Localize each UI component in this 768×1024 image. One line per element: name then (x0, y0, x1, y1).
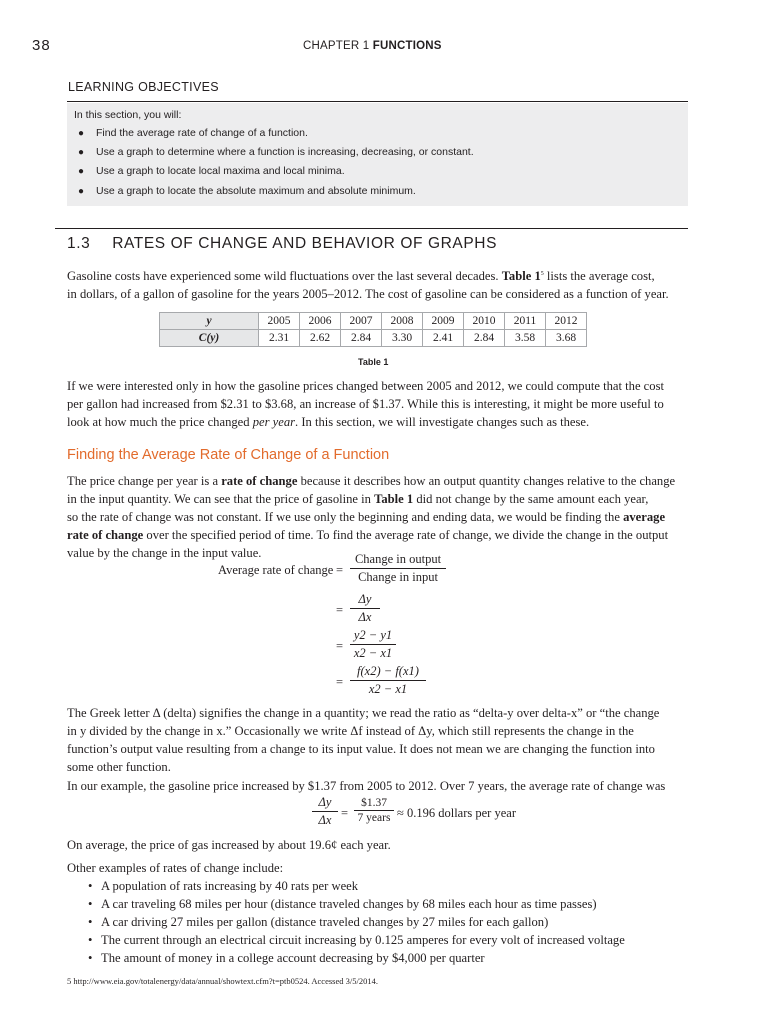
bullet-icon: ● (78, 166, 85, 177)
body-paragraph: In our example, the gasoline price increased by $1.37 from 2005 to 2012. Over 7 years, the average rate of change was (67, 779, 666, 793)
table-ref-link[interactable]: Table 1 (501, 269, 541, 284)
formula-fraction: $\frac{\Delta y}{\Delta x}$ (350, 592, 380, 625)
equals-sign: = (336, 563, 344, 577)
bullet-icon: • (88, 879, 93, 893)
objective-item: ● Use a graph to determine where a function is increasing, decreasing, or constant. (78, 146, 474, 158)
body-paragraph: Other examples of rates of change include: (67, 861, 284, 875)
objective-item: ● Use a graph to locate local maxima and local minima. (78, 165, 345, 177)
bullet-icon: ● (78, 128, 85, 139)
objectives-divider (67, 101, 688, 102)
equals-sign: = (336, 603, 344, 617)
formula-fraction: Change in output Change in input (350, 552, 446, 585)
page-number: 38 (32, 37, 51, 54)
table-cell: 3.30 (382, 330, 423, 347)
list-item: • A car driving 27 miles per gallon (distance traveled changes by 27 miles for each gallon) (88, 915, 549, 929)
bullet-icon: • (88, 915, 93, 929)
table-caption: Table 1 (358, 357, 389, 367)
body-paragraph: If we were interested only in how the gasoline prices changed between 2005 and 2012, we could compute that the cost per gallon had increased from $2.31 to $3.68, an increase of $1.37. While this is interesting, it might be more useful to look at how much the price changed per year. In this section, we will investigate changes such as these. (67, 379, 664, 429)
table-ref-link[interactable]: Table 1 (374, 492, 414, 506)
table-cell: 2005 (259, 313, 300, 330)
equals-sign: = (336, 675, 344, 689)
formula-fraction: $\frac{f(x2) - f(x1)}{x2 - x1}$ (350, 664, 426, 697)
table-row (160, 330, 587, 347)
section-number: 1.3 (67, 235, 91, 252)
table-cell: 2012 (546, 313, 587, 330)
table-cell: 3.68 (546, 330, 587, 347)
section-heading (67, 235, 497, 253)
subsection-heading: Finding the Average Rate of Change of a Function (67, 447, 390, 463)
gasoline-cost-table (159, 312, 587, 347)
body-paragraph: On average, the price of gas increased by about 19.6¢ each year. (67, 838, 391, 852)
table-cell: 2011 (505, 313, 546, 330)
section-divider (55, 228, 688, 229)
footnote: 5 http://www.eia.gov/totalenergy/data/annual/showtext.cfm?t=ptb0524. Accessed 3/5/2014. (67, 976, 378, 986)
objective-item: ● Use a graph to locate the absolute maximum and absolute minimum. (78, 185, 416, 197)
objective-item: ● Find the average rate of change of a function. (78, 127, 308, 139)
table-cell: 3.58 (505, 330, 546, 347)
formula-fraction: $\frac{y2 - y1}{x2 - x1}$ (350, 628, 396, 661)
table-cell: 2.41 (423, 330, 464, 347)
body-paragraph: The Greek letter Δ (delta) signifies the change in a quantity; we read the ratio as “delta-y over delta-x” or “the change in y divided by the change in x.” Occasionally we write Δf instead of Δy, which still represents the change in the function’s output value resulting from a change to its input value. It does not mean we are changing the function into some other function. (67, 706, 660, 774)
table-cell: 2006 (300, 313, 341, 330)
row-label-year: y (160, 313, 259, 330)
table-cell: 2.84 (341, 330, 382, 347)
equals-sign: = (341, 806, 349, 820)
bullet-icon: • (88, 951, 93, 965)
body-paragraph: The price change per year is a rate of change because it describes how an output quantity changes relative to the change in the input quantity. We can see that the price of gasoline in Table 1 did not change by the same amount each year, so the rate of change was not constant. If we use only the beginning and ending data, we would be finding the average rate of change over the specified period of time. To find the average rate of change, we divide the change in the output value by the change in the input value. (67, 474, 676, 560)
running-head (303, 40, 442, 52)
chapter-title: FUNCTIONS (372, 40, 442, 52)
intro-paragraph: Gasoline costs have experienced some wild fluctuations over the last several decades. Table 1$^5$ lists the average cost, in dollars, of a gallon of gasoline for the years 2005–2012. The cost of gasoline can be considered as a function of year. (67, 269, 669, 302)
example-fraction: $\frac{\Delta y}{\Delta x}$ (312, 795, 338, 828)
table-cell: 2009 (423, 313, 464, 330)
equals-sign: = (336, 639, 344, 653)
learning-objectives-title: LEARNING OBJECTIVES (68, 80, 219, 94)
bullet-icon: ● (78, 147, 85, 158)
table-cell: 2.62 (300, 330, 341, 347)
list-item: • A car traveling 68 miles per hour (distance traveled changes by 68 miles each hour as time passes) (88, 897, 597, 911)
objectives-intro: In this section, you will: (74, 109, 182, 121)
list-item: • The current through an electrical circuit increasing by 0.125 amperes for every volt of increased voltage (88, 933, 625, 947)
list-item: • A population of rats increasing by 40 rats per week (88, 879, 359, 893)
bullet-icon: • (88, 933, 93, 947)
bullet-icon: • (88, 897, 93, 911)
formula-label: Average rate of change (218, 563, 334, 577)
table-cell: 2010 (464, 313, 505, 330)
example-result: ≈ 0.196 dollars per year (397, 806, 516, 820)
chapter-label: CHAPTER 1 (303, 40, 370, 52)
list-item: • The amount of money in a college account decreasing by $4,000 per quarter (88, 951, 485, 965)
table-cell: 2.31 (259, 330, 300, 347)
footnote-marker[interactable]: 5 (540, 271, 544, 277)
row-label-cost: C(y) (160, 330, 259, 347)
table-cell: 2007 (341, 313, 382, 330)
example-fraction: $1.37 7 years (354, 797, 394, 824)
table-row (160, 313, 587, 330)
section-title: RATES OF CHANGE AND BEHAVIOR OF GRAPHS (112, 235, 498, 252)
table-cell: 2.84 (464, 330, 505, 347)
bullet-icon: ● (78, 186, 85, 197)
table-cell: 2008 (382, 313, 423, 330)
